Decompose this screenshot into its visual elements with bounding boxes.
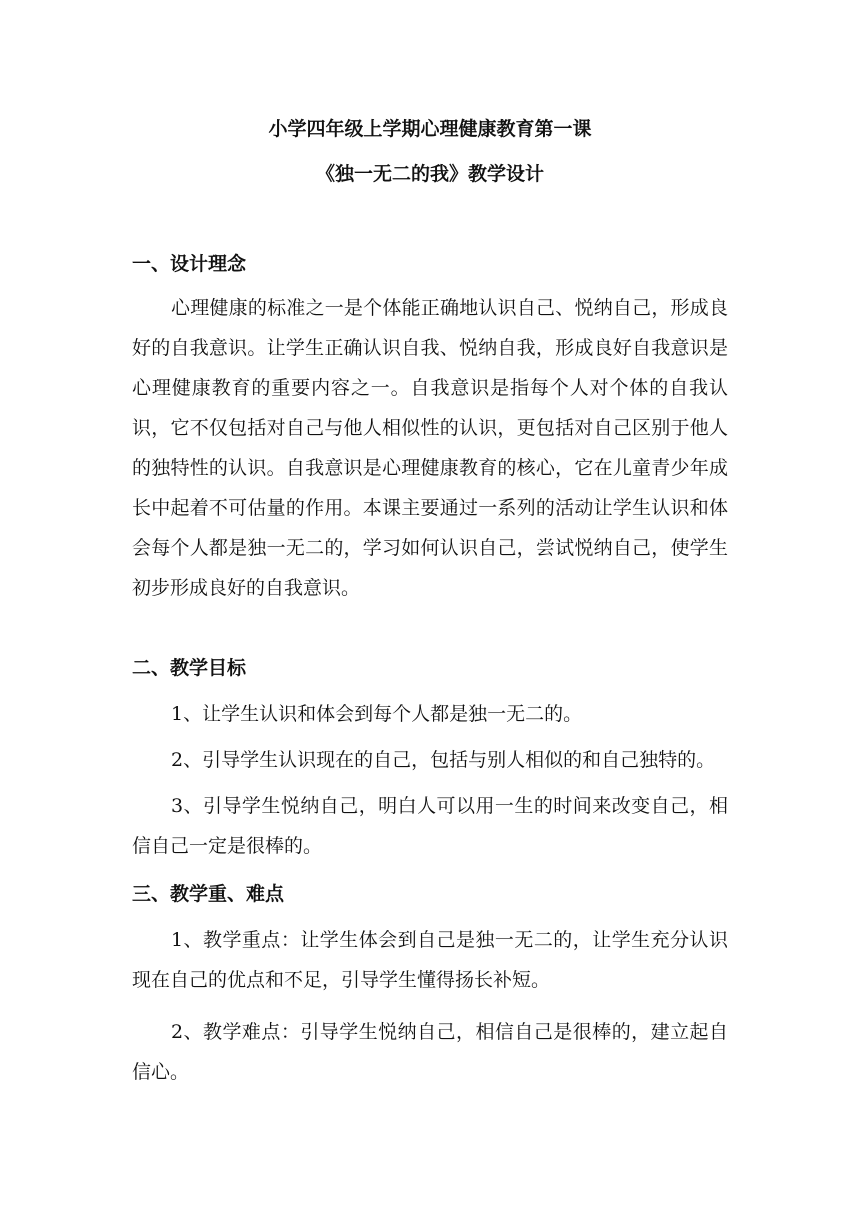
- objective-item-3: 3、引导学生悦纳自己，明白人可以用一生的时间来改变自己，相信自己一定是很棒的。: [132, 795, 728, 857]
- section-heading-design-concept: 一、设计理念: [132, 253, 247, 275]
- paragraph-design-concept: 心理健康的标准之一是个体能正确地认识自己、悦纳自己，形成良好的自我意识。让学生正确认识自我、悦纳自我，形成良好自我意识是心理健康教育的重要内容之一。自我意识是指每个人对个体的自我认识，它不仅包括对自己与他人相似性的认识，更包括对自己区别于他人的独特性的认识。自我意识是心理健康教育的核心，它在儿童青少年成长中起着不可估量的作用。本课主要通过一系列的活动让学生认识和体会每个人都是独一无二的，学习如何认识自己，尝试悦纳自己，使学生初步形成良好的自我意识。: [132, 297, 728, 599]
- key-point-item-2: 2、教学难点：引导学生悦纳自己，相信自己是很棒的，建立起自信心。: [132, 1021, 728, 1083]
- section-heading-teaching-objectives: 二、教学目标: [132, 657, 247, 679]
- document-title: 小学四年级上学期心理健康教育第一课: [268, 118, 592, 140]
- objective-item-1: 1、让学生认识和体会到每个人都是独一无二的。: [171, 703, 583, 725]
- document-subtitle: 《独一无二的我》教学设计: [315, 163, 544, 185]
- key-point-item-1: 1、教学重点：让学生体会到自己是独一无二的，让学生充分认识现在自己的优点和不足，引导学生懂得扬长补短。: [132, 929, 728, 991]
- section-heading-key-points: 三、教学重、难点: [132, 883, 285, 905]
- objective-item-2: 2、引导学生认识现在的自己，包括与别人相似的和自己独特的。: [171, 749, 716, 771]
